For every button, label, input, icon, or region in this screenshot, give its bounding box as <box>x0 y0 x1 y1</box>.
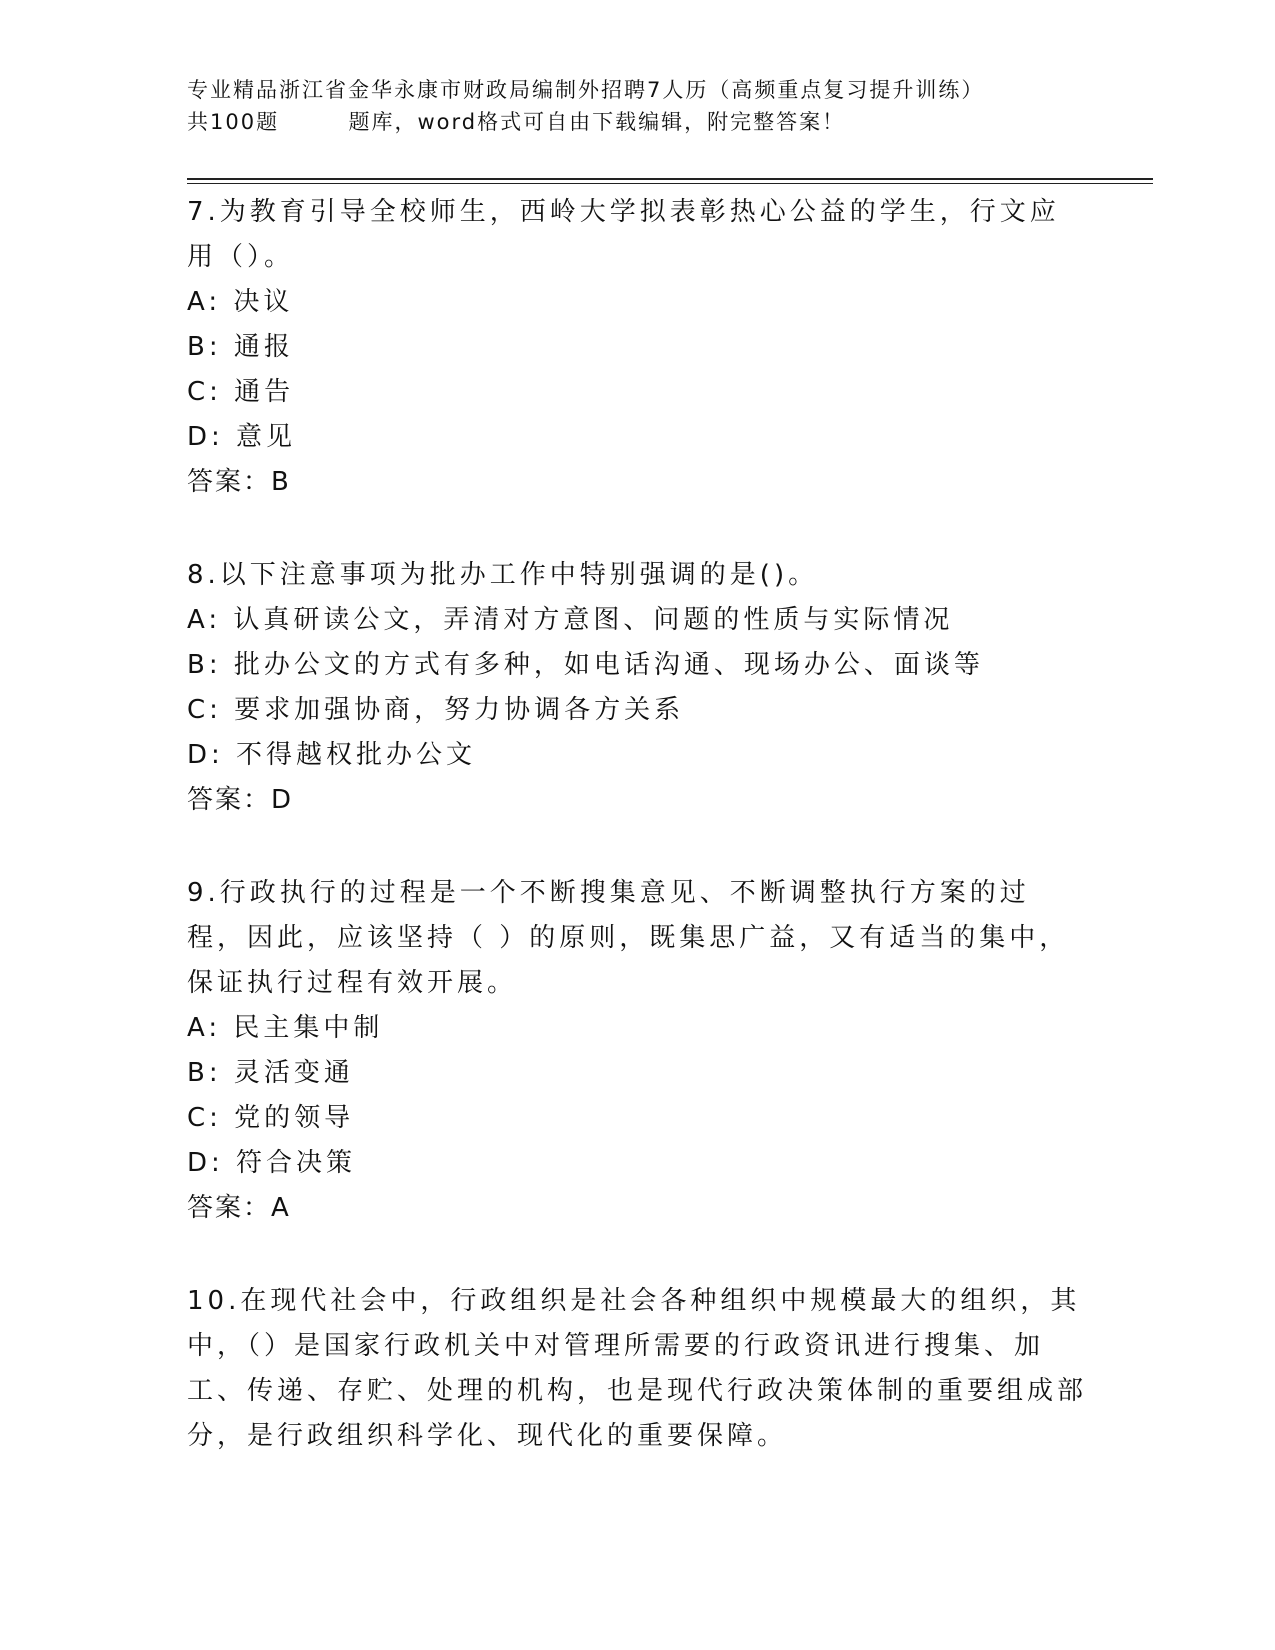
option-b: B: 灵活变通 <box>187 1058 354 1088</box>
header-title: 专业精品浙江省金华永康市财政局编制外招聘7人历（高频重点复习提升训练） <box>187 78 985 102</box>
question-9 <box>187 871 1087 1231</box>
option-a: A: 认真研读公文，弄清对方意图、问题的性质与实际情况 <box>187 605 954 635</box>
option-c: C: 要求加强协商，努力协调各方关系 <box>187 695 685 725</box>
document-header <box>187 74 1087 138</box>
option-a: A: 民主集中制 <box>187 1013 384 1043</box>
question-text: 7.为教育引导全校师生，西岭大学拟表彰热心公益的学生，行文应用（）。 <box>187 197 1060 272</box>
question-text: 8.以下注意事项为批办工作中特别强调的是()。 <box>187 560 819 590</box>
question-8 <box>187 553 1087 823</box>
option-b: B: 批办公文的方式有多种，如电话沟通、现场办公、面谈等 <box>187 650 984 680</box>
option-c: C: 党的领导 <box>187 1103 355 1133</box>
question-7 <box>187 190 1087 505</box>
option-b: B: 通报 <box>187 332 294 362</box>
question-text: 10.在现代社会中，行政组织是社会各种组织中规模最大的组织，其中，（）是国家行政机关中对管理所需要的行政资讯进行搜集、加工、传递、存贮、处理的机构，也是现代行政决策体制的重要组成部分，是行政组织科学化、现代化的重要保障。 <box>187 1286 1088 1451</box>
option-d: D: 不得越权批办公文 <box>187 740 477 770</box>
option-d: D: 符合决策 <box>187 1148 357 1178</box>
option-c: C: 通告 <box>187 377 295 407</box>
option-d: D: 意见 <box>187 422 297 452</box>
question-text: 9.行政执行的过程是一个不断搜集意见、不断调整执行方案的过程，因此，应该坚持（ ）的原则，既集思广益，又有适当的集中，保证执行过程有效开展。 <box>187 878 1070 998</box>
header-divider-thick <box>187 178 1153 180</box>
header-divider-thin <box>187 183 1153 184</box>
option-a: A: 决议 <box>187 287 294 317</box>
answer-label: 答案：B <box>187 467 291 497</box>
question-list <box>187 190 1087 1507</box>
header-subtitle: 共100题 题库，word格式可自由下载编辑，附完整答案！ <box>187 110 846 134</box>
question-10 <box>187 1279 1087 1459</box>
answer-label: 答案：A <box>187 1193 291 1223</box>
answer-label: 答案：D <box>187 785 294 815</box>
